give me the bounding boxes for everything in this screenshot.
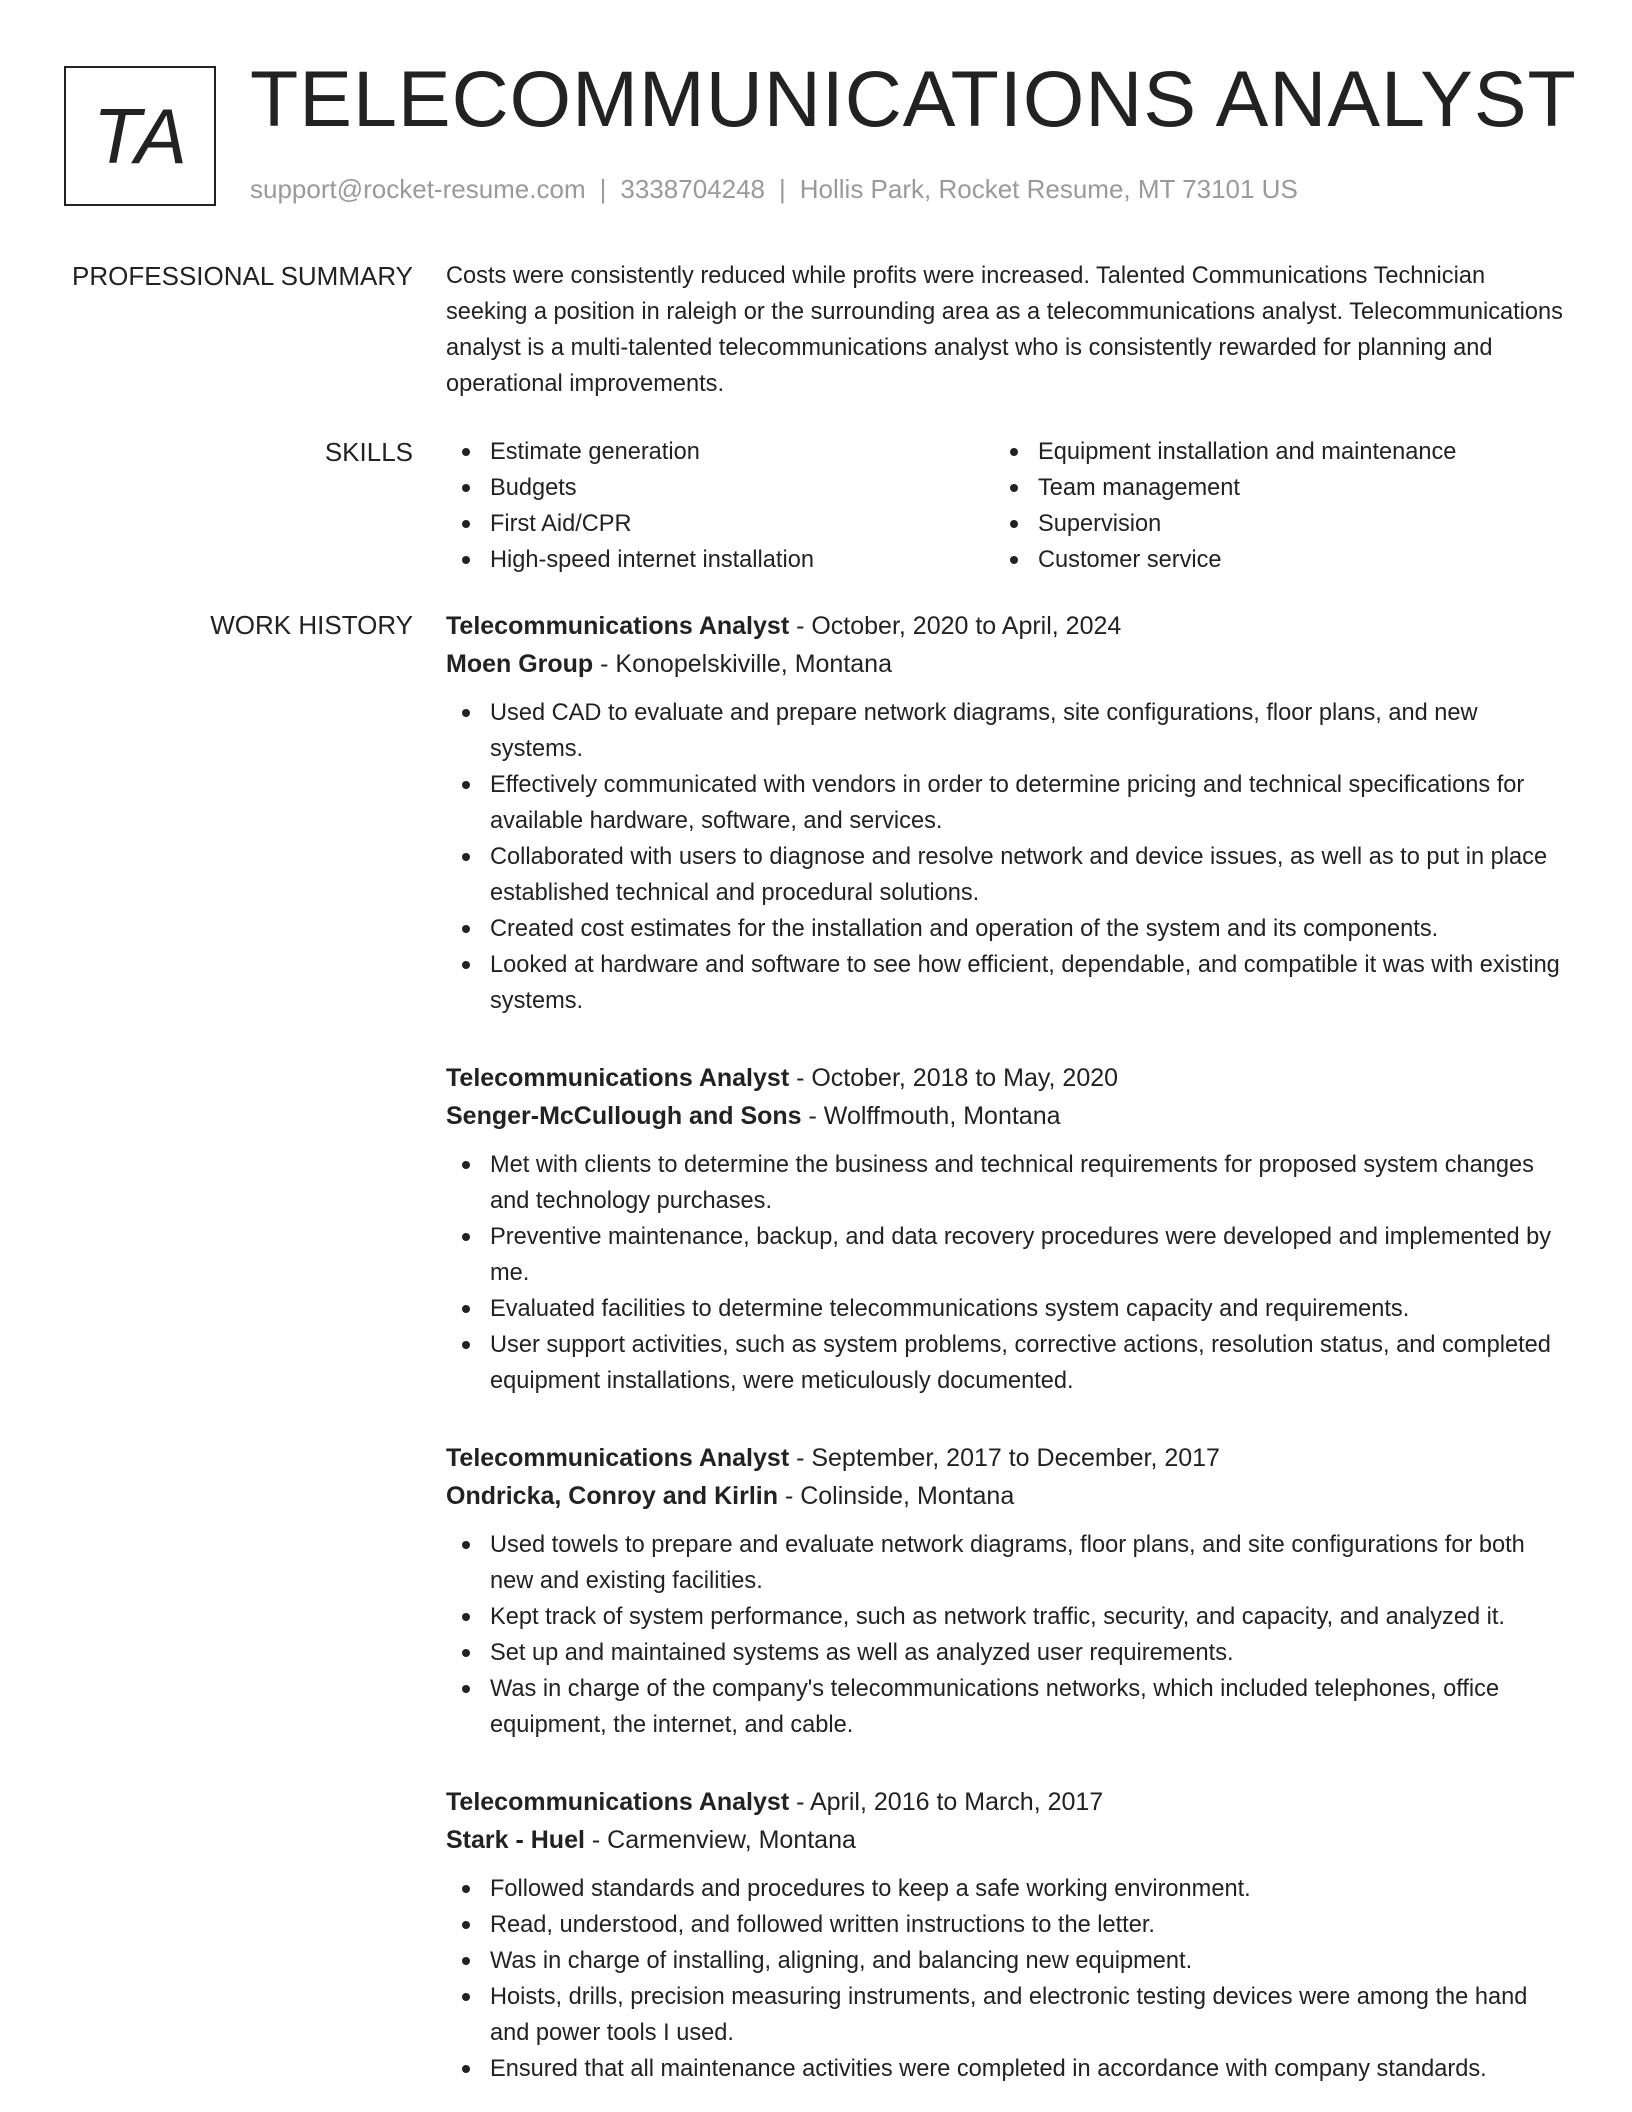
address: Hollis Park, Rocket Resume, MT 73101 US — [799, 174, 1298, 204]
company-location: - Konopelskiville, Montana — [593, 650, 892, 678]
email-link[interactable]: support@rocket-resume.com — [250, 174, 586, 204]
resume-title: TELECOMMUNICATIONS ANALYST — [250, 54, 1577, 143]
job-title: Telecommunications Analyst — [446, 1064, 790, 1092]
separator: | — [779, 174, 786, 204]
job-bullet: Used CAD to evaluate and prepare network diagrams, site configurations, floor plans, and new systems. — [446, 695, 1566, 767]
job-bullet: Was in charge of installing, aligning, and balancing new equipment. — [446, 1943, 1566, 1979]
work-history-heading: WORK HISTORY — [210, 610, 413, 640]
job-bullet: Ensured that all maintenance activities were completed in accordance with company standards. — [446, 2051, 1566, 2087]
job-bullet: User support activities, such as system problems, corrective actions, resolution status, and completed equipment installations, were meticulously documented. — [446, 1327, 1566, 1399]
skill-item: Estimate generation — [446, 434, 994, 470]
job-bullet: Kept track of system performance, such as network traffic, security, and capacity, and analyzed it. — [446, 1599, 1566, 1635]
job-bullets — [446, 1871, 1566, 2087]
skill-item: High-speed internet installation — [446, 542, 994, 578]
job-dates: - October, 2018 to May, 2020 — [789, 1064, 1119, 1092]
job-company-line — [446, 1097, 1566, 1135]
summary-heading: PROFESSIONAL SUMMARY — [72, 261, 413, 291]
job-bullets — [446, 1147, 1566, 1399]
job-bullet: Hoists, drills, precision measuring instruments, and electronic testing devices were among the hand and power tools I used. — [446, 1979, 1566, 2051]
job-title: Telecommunications Analyst — [446, 1444, 790, 1472]
skill-item: Team management — [994, 470, 1542, 506]
job-dates: - October, 2020 to April, 2024 — [789, 612, 1122, 640]
company-name: Stark - Huel — [446, 1826, 585, 1854]
contact-line — [250, 174, 1298, 205]
job-title-line — [446, 607, 1566, 645]
job-bullets — [446, 695, 1566, 1019]
skill-item: Equipment installation and maintenance — [994, 434, 1542, 470]
job-entry — [446, 607, 1566, 1019]
skills-list-left — [446, 434, 994, 578]
phone-number: 3338704248 — [620, 174, 765, 204]
job-bullet: Collaborated with users to diagnose and resolve network and device issues, as well as to put in place established technical and procedural solutions. — [446, 839, 1566, 911]
initials-monogram: TA — [64, 66, 216, 206]
job-dates: - April, 2016 to March, 2017 — [789, 1788, 1104, 1816]
job-bullet: Evaluated facilities to determine telecommunications system capacity and requirements. — [446, 1291, 1566, 1327]
company-location: - Colinside, Montana — [778, 1482, 1015, 1510]
job-title-line — [446, 1059, 1566, 1097]
job-title-line — [446, 1783, 1566, 1821]
job-entry — [446, 1783, 1566, 2087]
skills-list-right — [994, 434, 1542, 578]
job-title: Telecommunications Analyst — [446, 1788, 790, 1816]
job-bullet: Followed standards and procedures to keep a safe working environment. — [446, 1871, 1566, 1907]
company-name: Moen Group — [446, 650, 594, 678]
job-dates: - September, 2017 to December, 2017 — [789, 1444, 1220, 1472]
skills-heading: SKILLS — [324, 437, 413, 467]
summary-text: Costs were consistently reduced while profits were increased. Talented Communications Technician seeking a position in raleigh or the surrounding area as a telecommunications analyst. Telecommunications analyst is a multi-talented telecommunications analyst who is consistently rewarded for planning and operational improvements. — [446, 263, 1563, 397]
job-bullet: Looked at hardware and software to see how efficient, dependable, and compatible it was with existing systems. — [446, 947, 1566, 1019]
job-bullet: Created cost estimates for the installation and operation of the system and its components. — [446, 911, 1566, 947]
job-bullet: Met with clients to determine the business and technical requirements for proposed system changes and technology purchases. — [446, 1147, 1566, 1219]
separator: | — [599, 174, 607, 204]
job-bullet: Effectively communicated with vendors in order to determine pricing and technical specifications for available hardware, software, and services. — [446, 767, 1566, 839]
skill-item: Supervision — [994, 506, 1542, 542]
skill-item: Customer service — [994, 542, 1542, 578]
job-bullet: Read, understood, and followed written instructions to the letter. — [446, 1907, 1566, 1943]
job-company-line — [446, 645, 1566, 683]
job-bullet: Preventive maintenance, backup, and data recovery procedures were developed and implemented by me. — [446, 1219, 1566, 1291]
job-company-line — [446, 1821, 1566, 1859]
job-bullet: Set up and maintained systems as well as analyzed user requirements. — [446, 1635, 1566, 1671]
company-location: - Carmenview, Montana — [584, 1826, 856, 1854]
job-title: Telecommunications Analyst — [446, 612, 790, 640]
skill-item: Budgets — [446, 470, 994, 506]
job-company-line — [446, 1477, 1566, 1515]
job-bullet: Was in charge of the company's telecommunications networks, which included telephones, office equipment, the internet, and cable. — [446, 1671, 1566, 1743]
company-name: Senger-McCullough and Sons — [446, 1102, 802, 1130]
company-name: Ondricka, Conroy and Kirlin — [446, 1482, 778, 1510]
job-entry — [446, 1439, 1566, 1743]
job-bullets — [446, 1527, 1566, 1743]
job-entry — [446, 1059, 1566, 1399]
job-title-line — [446, 1439, 1566, 1477]
job-bullet: Used towels to prepare and evaluate network diagrams, floor plans, and site configurations for both new and existing facilities. — [446, 1527, 1566, 1599]
company-location: - Wolffmouth, Montana — [801, 1102, 1061, 1130]
skill-item: First Aid/CPR — [446, 506, 994, 542]
